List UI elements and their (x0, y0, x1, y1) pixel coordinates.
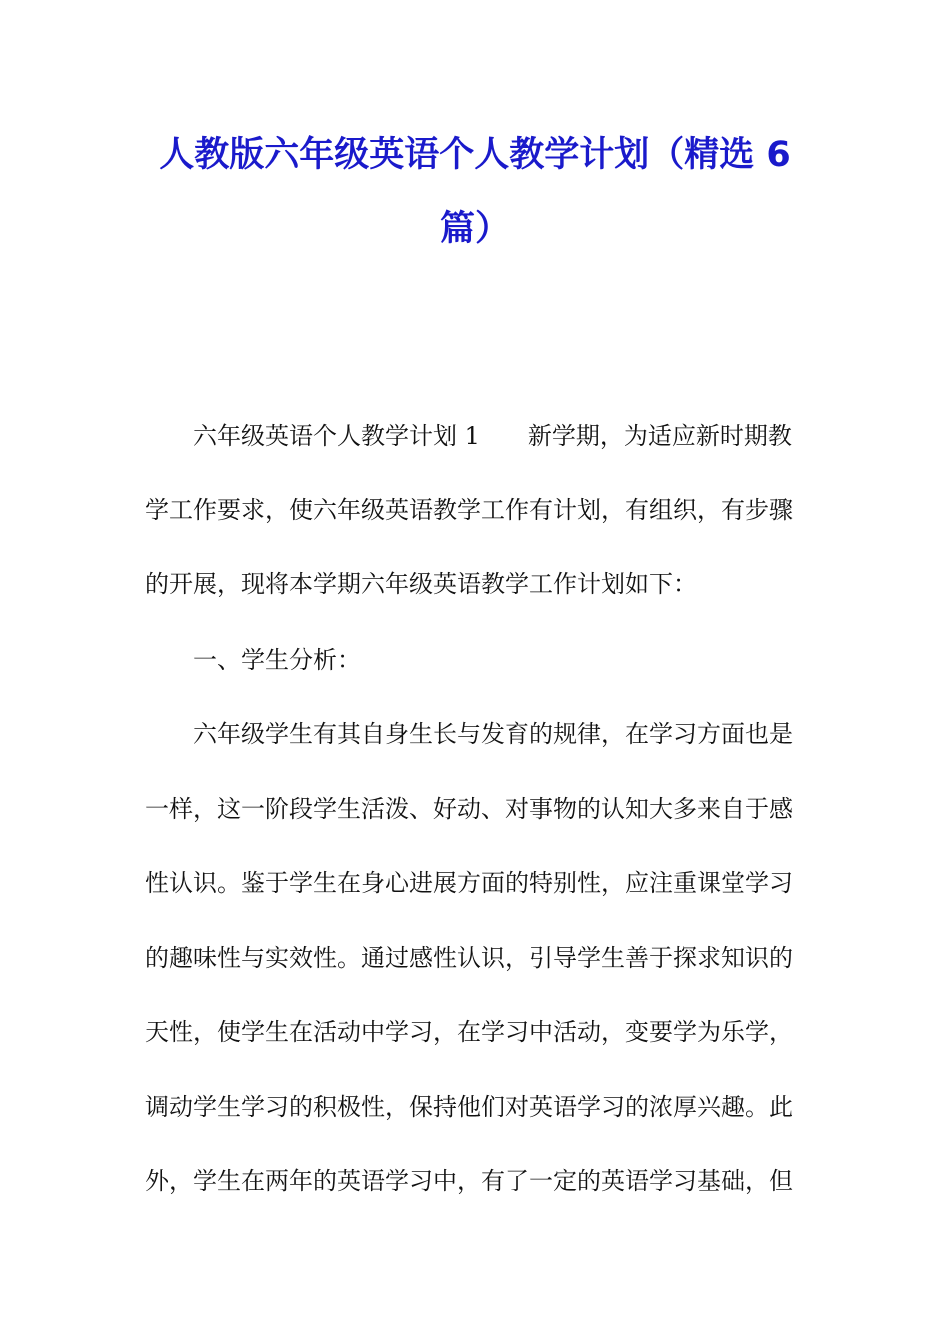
plan-heading: 六年级英语个人教学计划 1 (193, 422, 480, 450)
document-title-line-2: 篇） (439, 209, 510, 249)
document-title-line-1: 人教版六年级英语个人教学计划（精选 6 (159, 135, 791, 175)
section-heading-student-analysis: 一、学生分析： (193, 646, 361, 674)
body-line: 的趣味性与实效性。通过感性认识，引导学生善于探求知识的 (145, 944, 793, 972)
body-line: 一样，这一阶段学生活泼、好动、对事物的认知大多来自于感 (145, 795, 793, 823)
plan-heading-line (193, 421, 863, 451)
body-line: 的开展，现将本学期六年级英语教学工作计划如下： (145, 570, 697, 598)
body-line: 天性，使学生在活动中学习，在学习中活动，变要学为乐学， (145, 1018, 793, 1046)
intro-text-start: 新学期，为适应新时期教 (527, 422, 792, 450)
body-line: 性认识。鉴于学生在身心进展方面的特别性，应注重课堂学习 (145, 869, 793, 897)
body-line: 外，学生在两年的英语学习中，有了一定的英语学习基础，但 (145, 1167, 793, 1195)
body-line: 学工作要求，使六年级英语教学工作有计划，有组织，有步骤 (145, 496, 793, 524)
body-line: 六年级学生有其自身生长与发育的规律，在学习方面也是 (193, 720, 793, 748)
body-line: 调动学生学习的积极性，保持他们对英语学习的浓厚兴趣。此 (145, 1093, 793, 1121)
